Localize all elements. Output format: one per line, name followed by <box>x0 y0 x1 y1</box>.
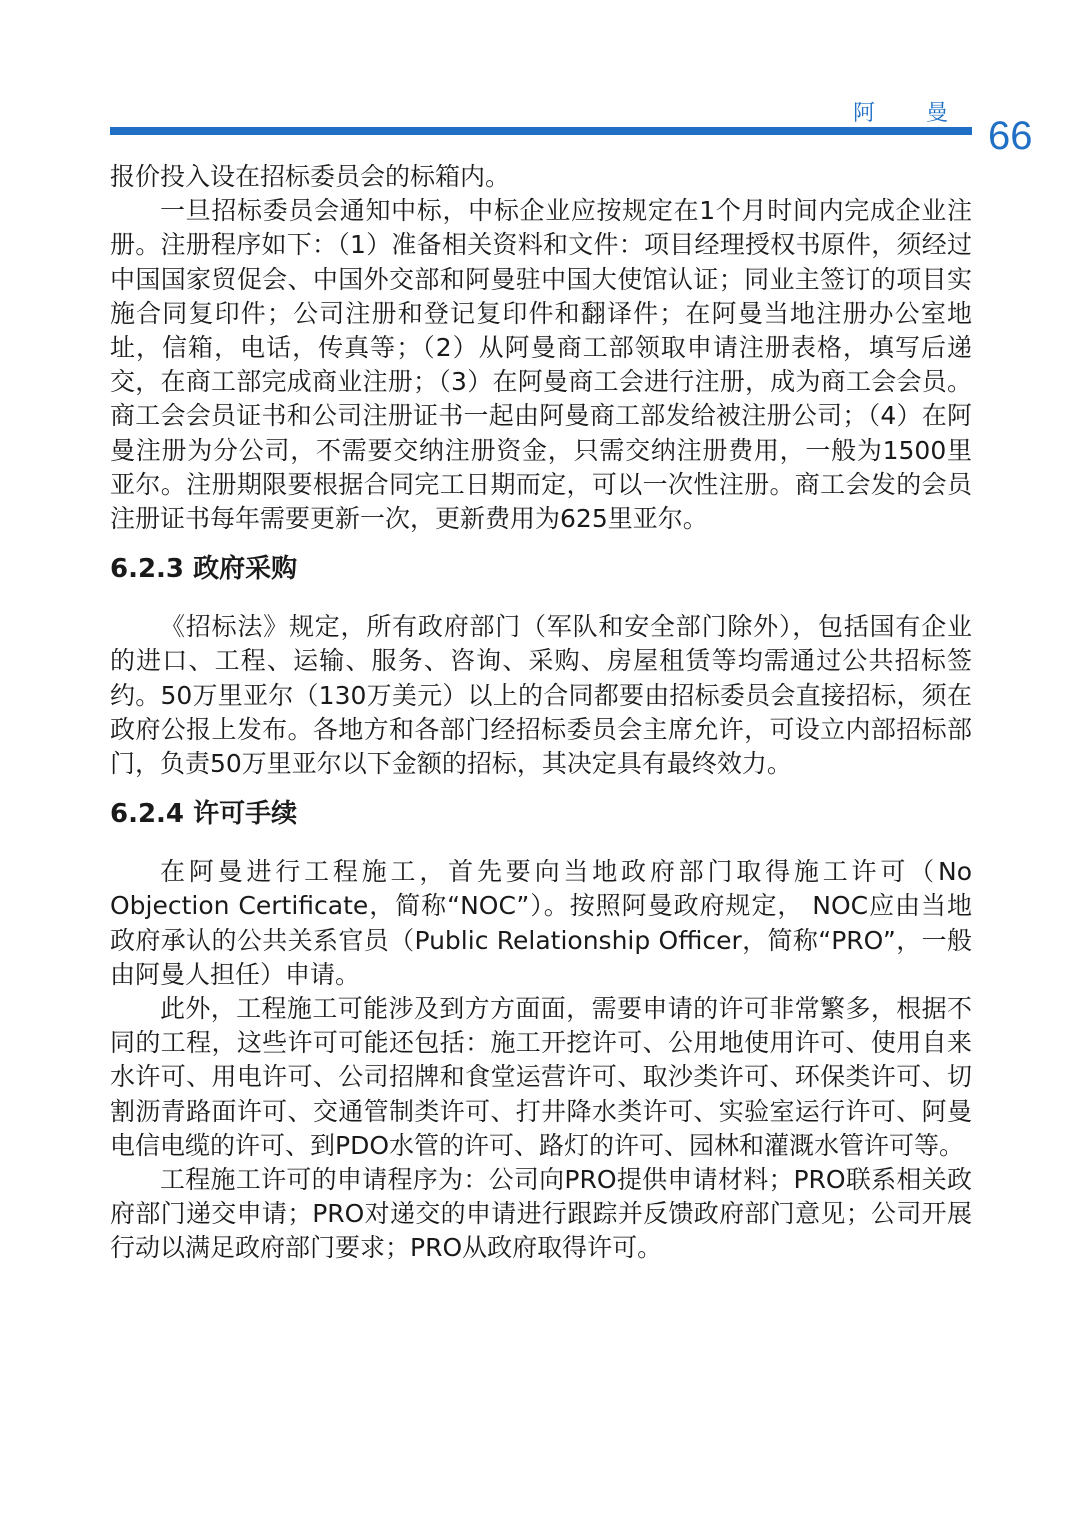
section-heading-permits: 6.2.4 许可手续 <box>110 799 298 830</box>
paragraph-continued: 报价投入设在招标委员会的标箱内。 <box>110 162 511 191</box>
page-body <box>110 160 972 1266</box>
paragraph-procurement: 《招标法》规定，所有政府部门（军队和安全部门除外），包括国有企业的进口、工程、运输、服务、咨询、采购、房屋租赁等均需通过公共招标签约。50万里亚尔（130万美元）以上的合同都要由招标委员会直接招标，须在政府公报上发布。各地方和各部门经招标委员会主席允许，可设立内部招标部门，负责50万里亚尔以下金额的招标，其决定具有最终效力。 <box>110 612 972 779</box>
paragraph-registration: 一旦招标委员会通知中标，中标企业应按规定在1个月时间内完成企业注册。注册程序如下：（1）准备相关资料和文件：项目经理授权书原件，须经过中国国家贸促会、中国外交部和阿曼驻中国大使馆认证；同业主签订的项目实施合同复印件；公司注册和登记复印件和翻译件；在阿曼当地注册办公室地址，信箱，电话，传真等；（2）从阿曼商工部领取申请注册表格，填写后递交，在商工部完成商业注册；（3）在阿曼商工会进行注册，成为商工会会员。商工会会员证书和公司注册证书一起由阿曼商工部发给被注册公司；（4）在阿曼注册为分公司，不需要交纳注册资金，只需交纳注册费用，一般为1500里亚尔。注册期限要根据合同完工日期而定，可以一次性注册。商工会发的会员注册证书每年需要更新一次，更新费用为625里亚尔。 <box>110 196 972 534</box>
paragraph-noc: 在阿曼进行工程施工，首先要向当地政府部门取得施工许可（No Objection Certificate，简称“NOC”）。按照阿曼政府规定， NOC应由当地政府承认的公共关系官员（Public Relationship Officer，简称“PRO”，一般由阿曼人担任）申请。 <box>110 857 972 989</box>
paragraph-permit-procedure: 工程施工许可的申请程序为：公司向PRO提供申请材料；PRO联系相关政府部门递交申请；PRO对递交的申请进行跟踪并反馈政府部门意见；公司开展行动以满足政府部门要求；PRO从政府取得许可。 <box>110 1165 972 1263</box>
section-heading-government-procurement: 6.2.3 政府采购 <box>110 554 298 585</box>
paragraph-permit-types: 此外，工程施工可能涉及到方方面面，需要申请的许可非常繁多，根据不同的工程，这些许可可能还包括：施工开挖许可、公用地使用许可、使用自来水许可、用电许可、公司招牌和食堂运营许可、取沙类许可、环保类许可、切割沥青路面许可、交通管制类许可、打井降水类许可、实验室运行许可、阿曼电信电缆的许可、到PDO水管的许可、路灯的许可、园林和灌溉水管许可等。 <box>110 994 972 1160</box>
header-rule <box>110 127 972 135</box>
running-header-title: 阿 曼 <box>853 101 970 126</box>
page-number: 66 <box>988 114 1033 158</box>
